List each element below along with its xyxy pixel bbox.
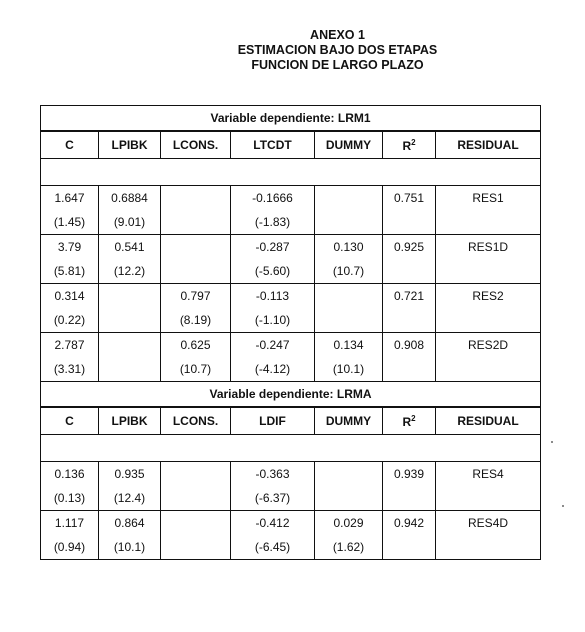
r2-cell: 0.751 bbox=[383, 186, 436, 211]
t-statistic-cell: (-1.83) bbox=[231, 210, 315, 235]
coefficient-cell: 0.541 bbox=[99, 235, 161, 260]
document-title bbox=[0, 28, 585, 73]
coefficient-cell bbox=[315, 186, 383, 211]
coefficient-cell: 0.864 bbox=[99, 511, 161, 536]
column-header-label: DUMMY bbox=[325, 414, 372, 428]
residual-cell: RES1D bbox=[436, 235, 541, 260]
column-header bbox=[161, 407, 231, 435]
t-statistic-cell: (9.01) bbox=[99, 210, 161, 235]
empty-cell bbox=[436, 259, 541, 284]
coefficient-cell: -0.412 bbox=[231, 511, 315, 536]
t-statistic-cell: (10.7) bbox=[315, 259, 383, 284]
coefficient-cell: 2.787 bbox=[41, 333, 99, 358]
column-header-label: LPIBK bbox=[111, 138, 148, 152]
empty-cell bbox=[436, 357, 541, 382]
empty-cell bbox=[436, 210, 541, 235]
estimation-table bbox=[40, 105, 541, 560]
t-statistic-cell: (10.7) bbox=[161, 357, 231, 382]
table-body bbox=[41, 106, 541, 560]
column-header-label: R bbox=[402, 138, 412, 153]
t-statistic-cell: (10.1) bbox=[315, 357, 383, 382]
column-header-label: C bbox=[65, 138, 74, 152]
table-row bbox=[41, 333, 541, 358]
r2-superscript: 2 bbox=[411, 413, 416, 423]
coefficient-cell bbox=[315, 462, 383, 487]
column-header bbox=[383, 131, 436, 159]
coefficient-cell: -0.113 bbox=[231, 284, 315, 309]
empty-cell bbox=[383, 486, 436, 511]
coefficient-cell bbox=[161, 186, 231, 211]
column-header-label: C bbox=[65, 414, 74, 428]
table-row-tstat bbox=[41, 210, 541, 235]
table-row bbox=[41, 462, 541, 487]
coefficient-cell: 0.134 bbox=[315, 333, 383, 358]
column-header bbox=[315, 407, 383, 435]
coefficient-cell: 0.625 bbox=[161, 333, 231, 358]
empty-cell bbox=[383, 357, 436, 382]
table-row-tstat bbox=[41, 308, 541, 333]
coefficient-cell: 0.935 bbox=[99, 462, 161, 487]
t-statistic-cell bbox=[315, 486, 383, 511]
t-statistic-cell: (8.19) bbox=[161, 308, 231, 333]
column-header-row bbox=[41, 407, 541, 435]
dependent-variable-heading: Variable dependiente: LRM1 bbox=[41, 106, 541, 132]
column-header bbox=[99, 131, 161, 159]
empty-cell bbox=[383, 535, 436, 560]
t-statistic-cell bbox=[99, 308, 161, 333]
column-header-label: RESIDUAL bbox=[457, 414, 519, 428]
coefficient-cell: 0.130 bbox=[315, 235, 383, 260]
coefficient-cell: 0.136 bbox=[41, 462, 99, 487]
coefficient-cell bbox=[161, 511, 231, 536]
column-header bbox=[41, 131, 99, 159]
t-statistic-cell: (1.45) bbox=[41, 210, 99, 235]
t-statistic-cell: (0.13) bbox=[41, 486, 99, 511]
r2-cell: 0.925 bbox=[383, 235, 436, 260]
scan-speck bbox=[551, 441, 553, 443]
scan-speck bbox=[562, 505, 564, 507]
t-statistic-cell: (5.81) bbox=[41, 259, 99, 284]
t-statistic-cell: (1.62) bbox=[315, 535, 383, 560]
coefficient-cell: 0.029 bbox=[315, 511, 383, 536]
column-header-label: LCONS. bbox=[172, 414, 219, 428]
column-header-label: DUMMY bbox=[325, 138, 372, 152]
table-row bbox=[41, 186, 541, 211]
t-statistic-cell: (0.94) bbox=[41, 535, 99, 560]
coefficient-cell: 1.647 bbox=[41, 186, 99, 211]
table-row-tstat bbox=[41, 259, 541, 284]
coefficient-cell: -0.287 bbox=[231, 235, 315, 260]
coefficient-cell bbox=[99, 284, 161, 309]
t-statistic-cell bbox=[161, 210, 231, 235]
r2-cell: 0.721 bbox=[383, 284, 436, 309]
column-header bbox=[436, 407, 541, 435]
residual-cell: RES2D bbox=[436, 333, 541, 358]
t-statistic-cell bbox=[161, 259, 231, 284]
r2-cell: 0.939 bbox=[383, 462, 436, 487]
empty-cell bbox=[383, 210, 436, 235]
column-header bbox=[99, 407, 161, 435]
coefficient-cell: 3.79 bbox=[41, 235, 99, 260]
title-line-2: ESTIMACION BAJO DOS ETAPAS bbox=[237, 43, 438, 57]
empty-cell bbox=[436, 308, 541, 333]
t-statistic-cell: (3.31) bbox=[41, 357, 99, 382]
spacer-cell bbox=[41, 159, 541, 186]
empty-cell bbox=[383, 259, 436, 284]
t-statistic-cell: (0.22) bbox=[41, 308, 99, 333]
dependent-variable-heading: Variable dependiente: LRMA bbox=[41, 382, 541, 408]
column-header bbox=[315, 131, 383, 159]
column-header-label: LCONS. bbox=[172, 138, 219, 152]
title-line-3: FUNCION DE LARGO PLAZO bbox=[251, 58, 424, 72]
t-statistic-cell: (10.1) bbox=[99, 535, 161, 560]
table-row bbox=[41, 235, 541, 260]
t-statistic-cell: (-6.37) bbox=[231, 486, 315, 511]
t-statistic-cell: (-5.60) bbox=[231, 259, 315, 284]
coefficient-cell: 0.314 bbox=[41, 284, 99, 309]
column-header-label: RESIDUAL bbox=[457, 138, 519, 152]
residual-cell: RES4D bbox=[436, 511, 541, 536]
t-statistic-cell: (-4.12) bbox=[231, 357, 315, 382]
title-line-1: ANEXO 1 bbox=[310, 28, 365, 42]
table-row-tstat bbox=[41, 535, 541, 560]
empty-cell bbox=[383, 308, 436, 333]
t-statistic-cell bbox=[161, 535, 231, 560]
empty-cell bbox=[436, 486, 541, 511]
t-statistic-cell bbox=[99, 357, 161, 382]
residual-cell: RES2 bbox=[436, 284, 541, 309]
residual-cell: RES1 bbox=[436, 186, 541, 211]
r2-superscript: 2 bbox=[411, 137, 416, 147]
spacer-row bbox=[41, 159, 541, 186]
coefficient-cell: 1.117 bbox=[41, 511, 99, 536]
section-heading-row bbox=[41, 382, 541, 408]
r2-cell: 0.942 bbox=[383, 511, 436, 536]
spacer-cell bbox=[41, 435, 541, 462]
column-header bbox=[231, 131, 315, 159]
residual-cell: RES4 bbox=[436, 462, 541, 487]
column-header-row bbox=[41, 131, 541, 159]
empty-cell bbox=[436, 535, 541, 560]
table-row-tstat bbox=[41, 357, 541, 382]
coefficient-cell: -0.1666 bbox=[231, 186, 315, 211]
column-header bbox=[161, 131, 231, 159]
spacer-row bbox=[41, 435, 541, 462]
column-header bbox=[436, 131, 541, 159]
column-header-label: LPIBK bbox=[111, 414, 148, 428]
t-statistic-cell: (12.2) bbox=[99, 259, 161, 284]
t-statistic-cell bbox=[315, 308, 383, 333]
coefficient-cell bbox=[161, 462, 231, 487]
r2-cell: 0.908 bbox=[383, 333, 436, 358]
column-header-label: R bbox=[402, 414, 412, 429]
coefficient-cell bbox=[315, 284, 383, 309]
table-row-tstat bbox=[41, 486, 541, 511]
coefficient-cell: -0.247 bbox=[231, 333, 315, 358]
t-statistic-cell bbox=[161, 486, 231, 511]
coefficient-cell bbox=[161, 235, 231, 260]
t-statistic-cell bbox=[315, 210, 383, 235]
column-header bbox=[383, 407, 436, 435]
column-header-label: LDIF bbox=[259, 414, 286, 428]
coefficient-cell: 0.797 bbox=[161, 284, 231, 309]
column-header bbox=[41, 407, 99, 435]
coefficient-cell bbox=[99, 333, 161, 358]
coefficient-cell: -0.363 bbox=[231, 462, 315, 487]
column-header-label: LTCDT bbox=[253, 138, 292, 152]
t-statistic-cell: (-1.10) bbox=[231, 308, 315, 333]
column-header bbox=[231, 407, 315, 435]
t-statistic-cell: (-6.45) bbox=[231, 535, 315, 560]
section-heading-row bbox=[41, 106, 541, 132]
table-row bbox=[41, 511, 541, 536]
table-row bbox=[41, 284, 541, 309]
t-statistic-cell: (12.4) bbox=[99, 486, 161, 511]
coefficient-cell: 0.6884 bbox=[99, 186, 161, 211]
